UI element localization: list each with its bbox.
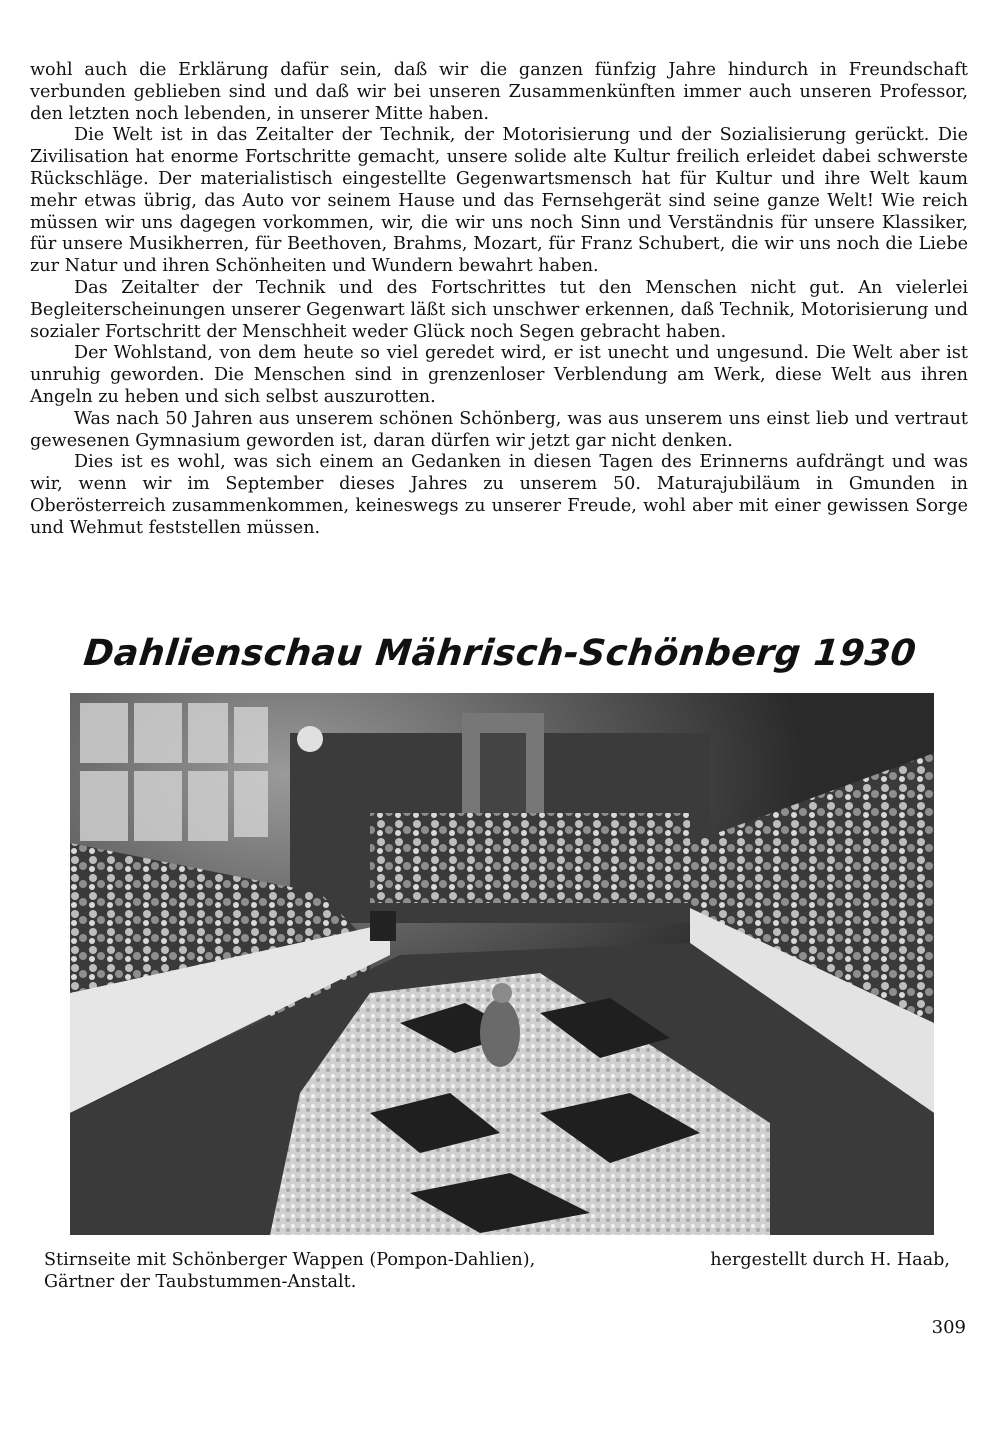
paragraph-2: Die Welt ist in das Zeitalter der Technik, der Motorisierung und der Sozialisierung gerückt. Die Zivilisation hat enorme Fortschritte gemacht, unsere solide alte Kultur freilich erleidet dabei schwerste Rückschläge. Der materialistisch eingestellte Gegenwartsmensch hat für Kultur und ihre Welt kaum mehr etwas übrig, das Auto vor seinem Hause und das Fernsehgerät sind seine ganze Welt! Wie reich müssen wir uns dagegen vorkommen, wir, die wir uns noch Sinn und Verständnis für unsere Klassiker, für unsere Musikherren, für Beethoven, Brahms, Mozart, für Franz Schubert, die wir uns noch die Liebe zur Natur und ihren Schönheiten und Wundern bewahrt haben. — [30, 125, 968, 277]
paragraph-4: Der Wohlstand, von dem heute so viel geredet wird, er ist unecht und ungesund. Die Welt aber ist unruhig geworden. Die Menschen sind in grenzenloser Verblendung am Werk, diese Welt aus ihren Angeln zu heben und sich selbst auszurotten. — [30, 343, 968, 407]
caption-right: hergestellt durch H. Haab, — [710, 1250, 950, 1270]
paragraph-6: Dies ist es wohl, was sich einem an Gedanken in diesen Tagen des Erinnerns aufdrängt und was wir, wenn wir im September dieses Jahres zu unserem 50. Maturajubiläum in Gmunden in Oberösterreich zusammenkommen, keineswegs zu unserer Freude, wohl aber mit einer gewissen Sorge und Wehmut feststellen müssen. — [30, 452, 968, 538]
photo-caption — [44, 1250, 950, 1294]
caption-line-1 — [44, 1250, 950, 1272]
paragraph-5: Was nach 50 Jahren aus unserem schönen Schönberg, was aus unserem uns einst lieb und vertraut gewesenen Gymnasium geworden ist, daran dürfen wir jetzt gar nicht denken. — [30, 408, 968, 451]
dahlia-show-photo — [70, 693, 934, 1235]
paragraph-3: Das Zeitalter der Technik und des Fortschrittes tut den Menschen nicht gut. An vielerlei Begleiterscheinungen unserer Gegenwart läßt sich unschwer erkennen, daß Technik, Motorisierung und sozialer Fortschritt der Menschheit weder Glück noch Segen gebracht haben. — [30, 277, 968, 342]
caption-left: Stirnseite mit Schönberger Wappen (Pompon-Dahlien), — [44, 1250, 536, 1270]
page-number: 309 — [931, 1317, 966, 1338]
section-heading: Dahlienschau Mährisch-Schönberg 1930 — [81, 633, 919, 674]
caption-line-2: Gärtner der Taubstummen-Anstalt. — [44, 1271, 357, 1292]
paragraph-1: wohl auch die Erklärung dafür sein, daß wir die ganzen fünfzig Jahre hindurch in Freundschaft verbunden geblieben sind und daß wir bei unseren Zusammenkünften immer auch unseren Professor, den letzten noch lebenden, in unserer Mitte haben. — [30, 60, 968, 124]
article-body — [30, 60, 968, 540]
